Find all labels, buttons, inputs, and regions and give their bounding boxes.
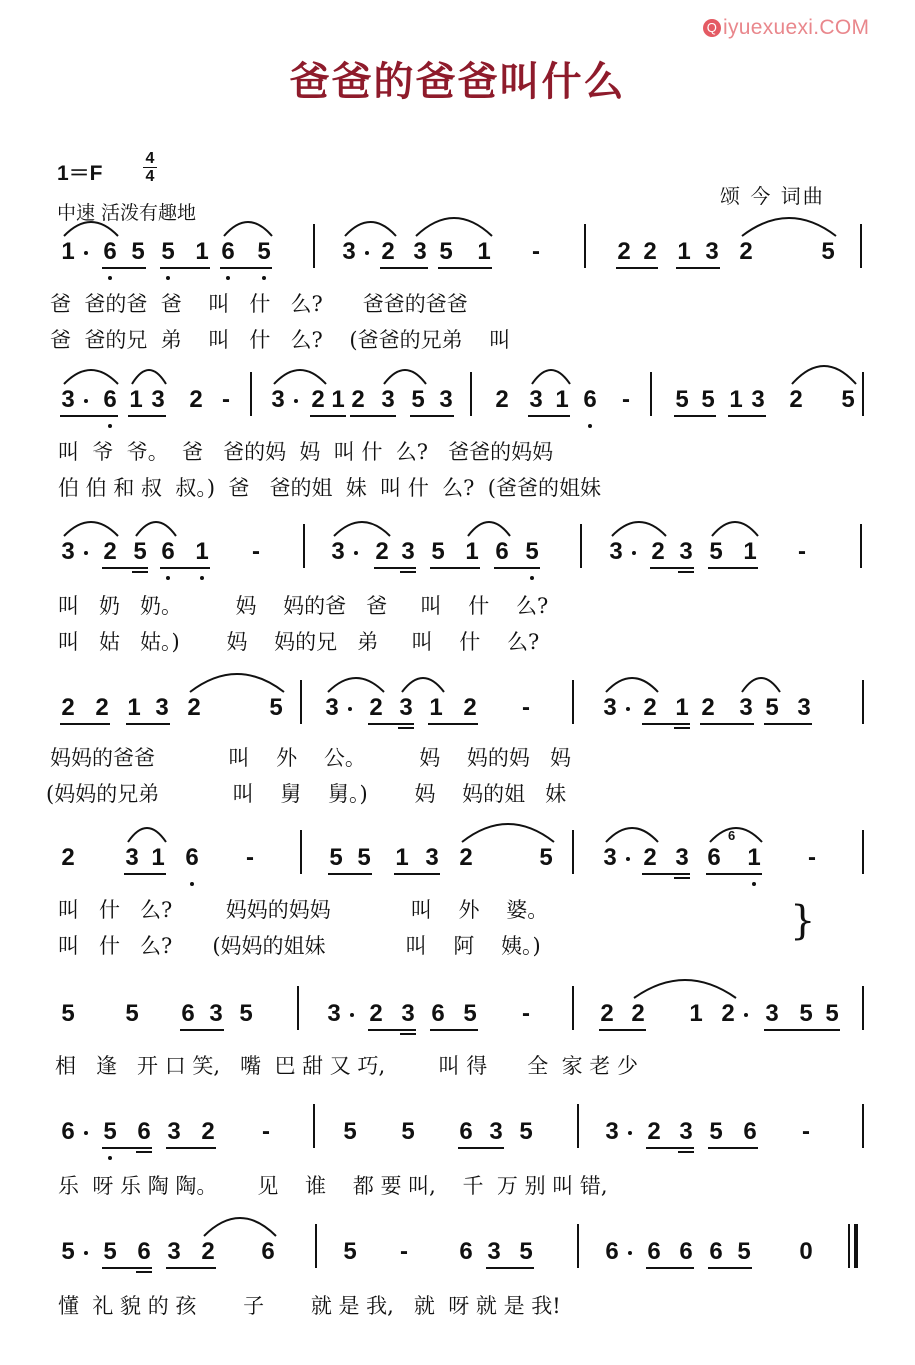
note: 6: [709, 1238, 723, 1265]
note: 1: [743, 538, 757, 565]
note: 3: [381, 386, 395, 413]
note: 3: [401, 1000, 415, 1027]
note: 2: [617, 238, 631, 265]
note: 6: [103, 238, 117, 265]
note: 2: [369, 694, 383, 721]
note: 1: [151, 844, 165, 871]
extension-dash: -: [262, 1118, 270, 1145]
note: 2: [643, 844, 657, 871]
note: 3: [61, 386, 75, 413]
note: 1: [677, 238, 691, 265]
note: 3: [399, 694, 413, 721]
note: 3: [61, 538, 75, 565]
note: 2: [789, 386, 803, 413]
note: 5: [103, 1238, 117, 1265]
note: 5: [133, 538, 147, 565]
note: 3: [325, 694, 339, 721]
note: 2: [643, 694, 657, 721]
note: 5: [401, 1118, 415, 1145]
note: 6: [495, 538, 509, 565]
extension-dash: -: [532, 238, 540, 265]
note: 6: [647, 1238, 661, 1265]
extension-dash: -: [522, 694, 530, 721]
note: 2: [187, 694, 201, 721]
note: 6: [679, 1238, 693, 1265]
note: 2: [647, 1118, 661, 1145]
note: 3: [125, 844, 139, 871]
note: 5: [269, 694, 283, 721]
watermark-logo-icon: Q: [703, 19, 721, 37]
note: 6: [459, 1238, 473, 1265]
note: 1: [555, 386, 569, 413]
grace-note: 6: [728, 828, 736, 843]
lyric-line: 叫 什 么? (妈妈的姐妹 叫 阿 姨。): [58, 934, 541, 958]
note: 5: [329, 844, 343, 871]
note: 1: [429, 694, 443, 721]
note: 5: [411, 386, 425, 413]
note: 5: [821, 238, 835, 265]
note: 2: [721, 1000, 735, 1027]
barline: [315, 1224, 317, 1268]
lyric-line: 相 逢 开 口 笑, 嘴 巴 甜 又 巧, 叫 得 全 家 老 少: [55, 1054, 638, 1078]
note: 2: [201, 1238, 215, 1265]
note: 3: [739, 694, 753, 721]
note: 1: [465, 538, 479, 565]
note: 2: [495, 386, 509, 413]
note: 3: [487, 1238, 501, 1265]
note: 3: [167, 1118, 181, 1145]
note: 3: [603, 844, 617, 871]
note: 2: [369, 1000, 383, 1027]
note: 5: [799, 1000, 813, 1027]
extension-dash: -: [400, 1238, 408, 1265]
note: 3: [151, 386, 165, 413]
note: 3: [439, 386, 453, 413]
note: 5: [357, 844, 371, 871]
extension-dash: -: [246, 844, 254, 871]
note: 6: [707, 844, 721, 871]
note: 5: [439, 238, 453, 265]
note: 6: [103, 386, 117, 413]
note: 2: [189, 386, 203, 413]
note: 5: [525, 538, 539, 565]
note: 3: [489, 1118, 503, 1145]
note: 1: [129, 386, 143, 413]
note: 2: [103, 538, 117, 565]
note: 5: [343, 1238, 357, 1265]
note: 3: [705, 238, 719, 265]
note: 3: [605, 1118, 619, 1145]
note: 6: [431, 1000, 445, 1027]
time-signature-top: 4: [145, 150, 155, 167]
note: 5: [125, 1000, 139, 1027]
note: 2: [95, 694, 109, 721]
lyric-line: 爸 爸的兄 弟 叫 什 么? (爸爸的兄弟 叫: [50, 328, 511, 352]
lyric-line: 叫 姑 姑。) 妈 妈的兄 弟 叫 什 么?: [58, 630, 540, 654]
note: 3: [679, 1118, 693, 1145]
lyric-line: 懂 礼 貌 的 孩 子 就 是 我, 就 呀 就 是 我!: [58, 1294, 561, 1318]
note: 2: [631, 1000, 645, 1027]
note: 3: [155, 694, 169, 721]
note: 2: [459, 844, 473, 871]
extension-dash: -: [522, 1000, 530, 1027]
barline: [577, 1224, 579, 1268]
note: 5: [539, 844, 553, 871]
final-barline: [854, 1224, 858, 1268]
song-title: 爸爸的爸爸叫什么: [289, 59, 626, 105]
note: 5: [463, 1000, 477, 1027]
watermark-text: iyuexuexi.COM: [723, 16, 870, 39]
note: 2: [381, 238, 395, 265]
note: 3: [413, 238, 427, 265]
lyric-line: 妈妈的爸爸 叫 外 公。 妈 妈的妈 妈: [50, 746, 571, 770]
note: 6: [137, 1118, 151, 1145]
note: 3: [797, 694, 811, 721]
lyric-line: 伯 伯 和 叔 叔。) 爸 爸的姐 妹 叫 什 么? (爸爸的姐妹: [58, 476, 601, 500]
note: 5: [701, 386, 715, 413]
extension-dash: -: [622, 386, 630, 413]
note: 5: [161, 238, 175, 265]
note: 1: [747, 844, 761, 871]
key-signature: 1＝F: [57, 162, 103, 185]
note: 3: [675, 844, 689, 871]
note: 2: [463, 694, 477, 721]
note: 3: [271, 386, 285, 413]
note: 2: [311, 386, 325, 413]
note: 5: [343, 1118, 357, 1145]
note: 5: [103, 1118, 117, 1145]
note: 5: [239, 1000, 253, 1027]
note: 3: [751, 386, 765, 413]
note: 6: [137, 1238, 151, 1265]
note: 2: [61, 694, 75, 721]
extension-dash: -: [802, 1118, 810, 1145]
note: 3: [425, 844, 439, 871]
note: 6: [583, 386, 597, 413]
lyric-line: 叫 什 么? 妈妈的妈妈 叫 外 婆。: [58, 898, 549, 922]
note: 1: [675, 694, 689, 721]
author-credit: 颂 今 词曲: [720, 184, 825, 208]
note: 2: [351, 386, 365, 413]
slur: [204, 1218, 276, 1236]
note: 6: [185, 844, 199, 871]
note: 1: [477, 238, 491, 265]
note: 3: [679, 538, 693, 565]
extension-dash: -: [252, 538, 260, 565]
note: 3: [327, 1000, 341, 1027]
note: 3: [401, 538, 415, 565]
note: 2: [651, 538, 665, 565]
note: 2: [61, 844, 75, 871]
note: 2: [643, 238, 657, 265]
lyric-brace: }: [790, 898, 816, 944]
barline: [848, 1224, 850, 1268]
note: 6: [61, 1118, 75, 1145]
note: 3: [167, 1238, 181, 1265]
note: 0: [799, 1238, 813, 1265]
note: 1: [195, 538, 209, 565]
note: 3: [765, 1000, 779, 1027]
note: 1: [331, 386, 345, 413]
note: 6: [459, 1118, 473, 1145]
extension-dash: -: [222, 386, 230, 413]
note: 5: [131, 238, 145, 265]
note: 5: [709, 538, 723, 565]
note: 1: [395, 844, 409, 871]
extension-dash: -: [808, 844, 816, 871]
note: 6: [261, 1238, 275, 1265]
note: 1: [195, 238, 209, 265]
note: 3: [209, 1000, 223, 1027]
note: 1: [689, 1000, 703, 1027]
note: 5: [519, 1238, 533, 1265]
lyric-line: (妈妈的兄弟 叫 舅 舅。) 妈 妈的姐 妹: [46, 782, 567, 806]
note: 3: [529, 386, 543, 413]
note: 5: [257, 238, 271, 265]
note: 6: [221, 238, 235, 265]
note: 1: [729, 386, 743, 413]
lyric-line: 爸 爸的爸 爸 叫 什 么? 爸爸的爸爸: [50, 292, 468, 316]
note: 6: [743, 1118, 757, 1145]
lyric-line: 叫 爷 爷。 爸 爸的妈 妈 叫 什 么? 爸爸的妈妈: [58, 440, 554, 464]
note: 5: [765, 694, 779, 721]
note: 1: [127, 694, 141, 721]
note: 2: [600, 1000, 614, 1027]
tempo-marking: 中速 活泼有趣地: [57, 202, 197, 224]
note: 3: [609, 538, 623, 565]
note: 6: [181, 1000, 195, 1027]
note: 5: [825, 1000, 839, 1027]
note: 5: [709, 1118, 723, 1145]
note: 3: [342, 238, 356, 265]
time-signature-bottom: 4: [145, 168, 155, 185]
note: 5: [431, 538, 445, 565]
lyric-line: 叫 奶 奶。 妈 妈的爸 爸 叫 什 么?: [58, 594, 549, 618]
note: 5: [737, 1238, 751, 1265]
note: 1: [61, 238, 75, 265]
note: 3: [603, 694, 617, 721]
note: 5: [61, 1000, 75, 1027]
note: 6: [161, 538, 175, 565]
note: 5: [675, 386, 689, 413]
note: 3: [331, 538, 345, 565]
note: 6: [605, 1238, 619, 1265]
note: 5: [519, 1118, 533, 1145]
note: 2: [375, 538, 389, 565]
note: 5: [841, 386, 855, 413]
note: 2: [201, 1118, 215, 1145]
note: 2: [739, 238, 753, 265]
extension-dash: -: [798, 538, 806, 565]
note: 5: [61, 1238, 75, 1265]
lyric-line: 乐 呀 乐 陶 陶。 见 谁 都 要 叫, 千 万 别 叫 错,: [58, 1174, 608, 1198]
note: 2: [701, 694, 715, 721]
